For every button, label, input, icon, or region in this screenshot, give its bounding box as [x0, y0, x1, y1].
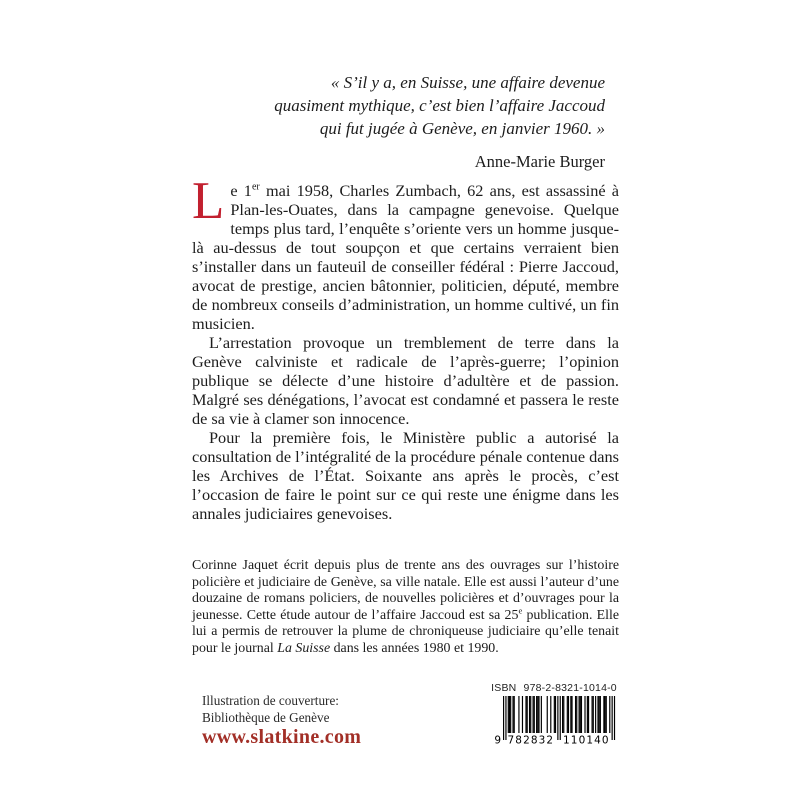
bio-part-2: publication. Elle lui a permis de retrouver la plume de chroniqueuse judiciaire qu’elle tenait pour le journal [192, 607, 620, 656]
isbn-barcode-block [486, 682, 622, 746]
ean-barcode [491, 696, 618, 746]
synopsis-paragraph-3: Pour la première fois, le Ministère public a autorisé la consultation de l’intégralité de la procédure pénale contenue dans les Archives de l’État. Soixante ans après le procès, c’est l’occasion de faire le point sur ce qui reste une énigme dans les annales judiciaires genevoises. [192, 428, 619, 523]
drop-cap: L [192, 172, 225, 230]
svg-text:110140: 110140 [562, 734, 609, 746]
bio-part-1: Corinne Jaquet écrit depuis plus de trente ans des ouvrages sur l’histoire policière et judiciaire de Genève, sa ville natale. Elle est aussi l’auteur d’une douzaine de romans policiers, de nouvelles policières et d’ouvrages pour la jeunesse. Cette étude autour de l’affaire Jaccoud est sa 25 [192, 558, 619, 623]
bio-part-3: dans les années 1980 et 1990. [330, 640, 499, 656]
quote-attribution: Anne-Marie Burger [474, 152, 605, 171]
website-url: www.slatkine.com [202, 726, 362, 748]
cover-illustration-credit [202, 692, 339, 726]
ordinal-superscript: er [251, 181, 260, 193]
synopsis-paragraph-2: L’arrestation provoque un tremblement de terre dans la Genève calviniste et radicale de l’après-guerre; l’opinion publique se délecte d’une histoire d’adultère et de passion. Malgré ses dénégations, l’avocat est condamné et passera le reste de sa vie à clamer son innocence. [192, 333, 619, 428]
quote-line: qui fut jugée à Genève, en janvier 1960. » [319, 119, 605, 138]
author-bio [192, 558, 619, 657]
quote-line: quasiment mythique, c’est bien l’affaire Jaccoud [274, 96, 605, 115]
journal-title: La Suisse [277, 640, 331, 656]
svg-text:9: 9 [493, 734, 501, 746]
synopsis-p1-start: e 1 [230, 181, 252, 200]
isbn-label: ISBN 978-2-8321-1014-0 [491, 682, 617, 694]
synopsis-paragraph-1 [192, 172, 620, 333]
ordinal-superscript: e [518, 604, 523, 615]
quote-line: « S’il y a, en Suisse, une affaire devenue [330, 73, 605, 92]
synopsis-p1-rest: mai 1958, Charles Zumbach, 62 ans, est assassiné à Plan-les-Ouates, dans la campagne genevoise. Quelque temps plus tard, l’enquête s’oriente vers un homme jusque-là au-dessus de tout soupçon et que certains verraient bien s’installer dans un fauteuil de conseiller fédéral : Pierre Jaccoud, avocat de prestige, ancien bâtonnier, politicien, député, membre de nombreux conseils d’administration, un homme cultivé, un fin musicien. [192, 181, 620, 333]
credit-line: Illustration de couverture: [202, 693, 339, 708]
credit-line: Bibliothèque de Genève [202, 710, 330, 725]
synopsis-text [192, 172, 620, 523]
svg-text:782832: 782832 [507, 734, 553, 746]
epigraph-quote [225, 71, 605, 173]
